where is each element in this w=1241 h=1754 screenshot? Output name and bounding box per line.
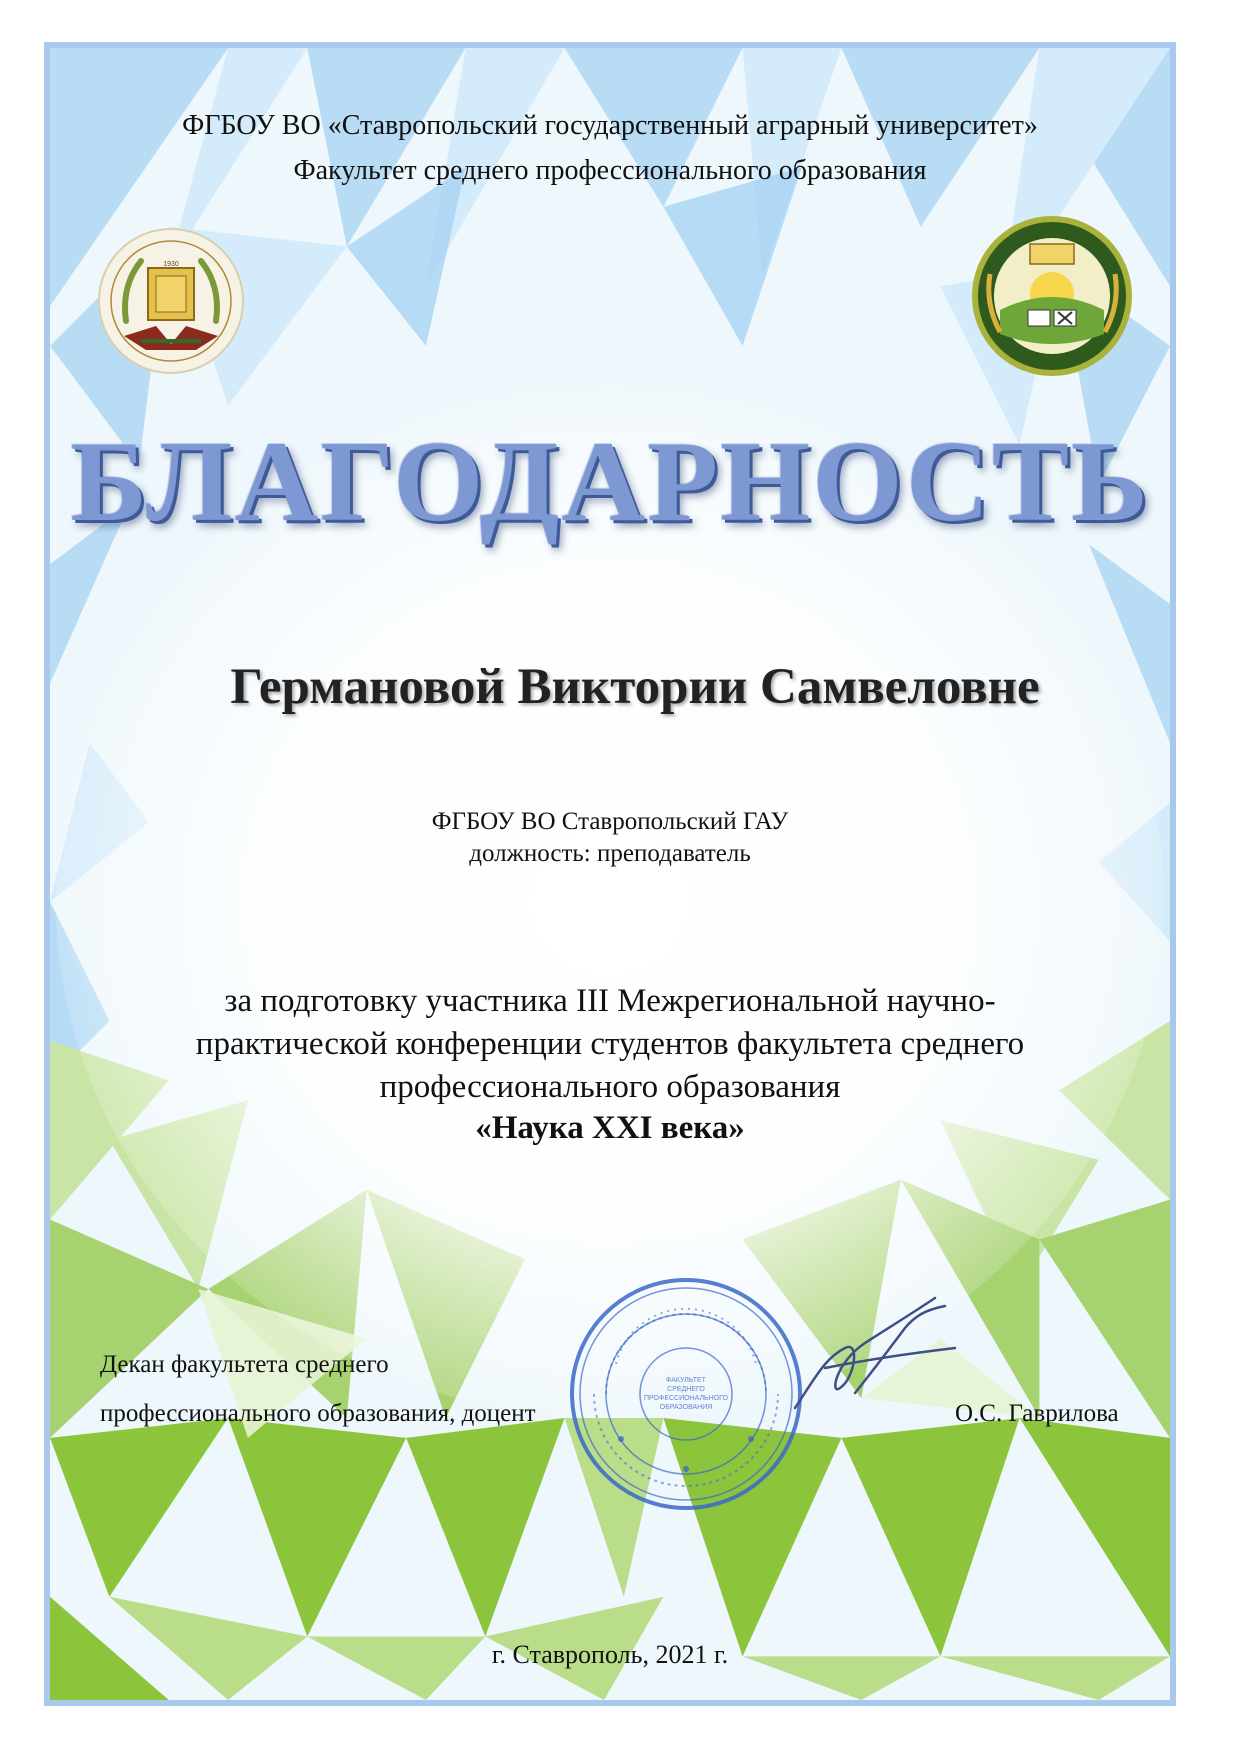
university-name: ФГБОУ ВО «Ставропольский государственный аграрный университет» (182, 110, 1038, 141)
signer-role-line-2: профессионального образования, доцент (100, 1400, 536, 1427)
official-stamp-icon (566, 1274, 806, 1514)
signer-role-line-1: Декан факультета среднего (100, 1351, 389, 1378)
affiliation-position: должность: преподаватель (469, 840, 751, 867)
reason-line-3: профессионального образования (379, 1069, 841, 1105)
svg-text:ФАКУЛЬТЕТ: ФАКУЛЬТЕТ (666, 1377, 706, 1384)
crest-year: 1930 (163, 261, 179, 268)
reason-line-2: практической конференции студентов факультета среднего (195, 1026, 1025, 1062)
conference-name: «Наука XXI века» (475, 1110, 745, 1146)
reason-line-1: за подготовку участника III Межрегиональной научно- (224, 983, 996, 1019)
certificate-title: БЛАГОДАРНОСТЬ (70, 418, 1150, 546)
svg-text:ПРОФЕССИОНАЛЬНОГО: ПРОФЕССИОНАЛЬНОГО (644, 1395, 728, 1402)
certificate-frame (44, 42, 1176, 1706)
faculty-name: Факультет среднего профессионального образования (293, 155, 927, 186)
svg-text:СРЕДНЕГО: СРЕДНЕГО (667, 1386, 705, 1393)
signature-scribble (785, 1288, 965, 1428)
svg-text:ОБРАЗОВАНИЯ: ОБРАЗОВАНИЯ (659, 1404, 713, 1411)
faculty-emblem-icon (970, 214, 1135, 379)
place-and-year: г. Ставрополь, 2021 г. (491, 1640, 729, 1669)
affiliation-org: ФГБОУ ВО Ставропольский ГАУ (431, 808, 789, 835)
university-crest-icon (96, 226, 246, 376)
recipient-name: Германовой Виктории Самвеловне (230, 659, 1040, 715)
signer-name: О.С. Гаврилова (955, 1400, 1119, 1427)
